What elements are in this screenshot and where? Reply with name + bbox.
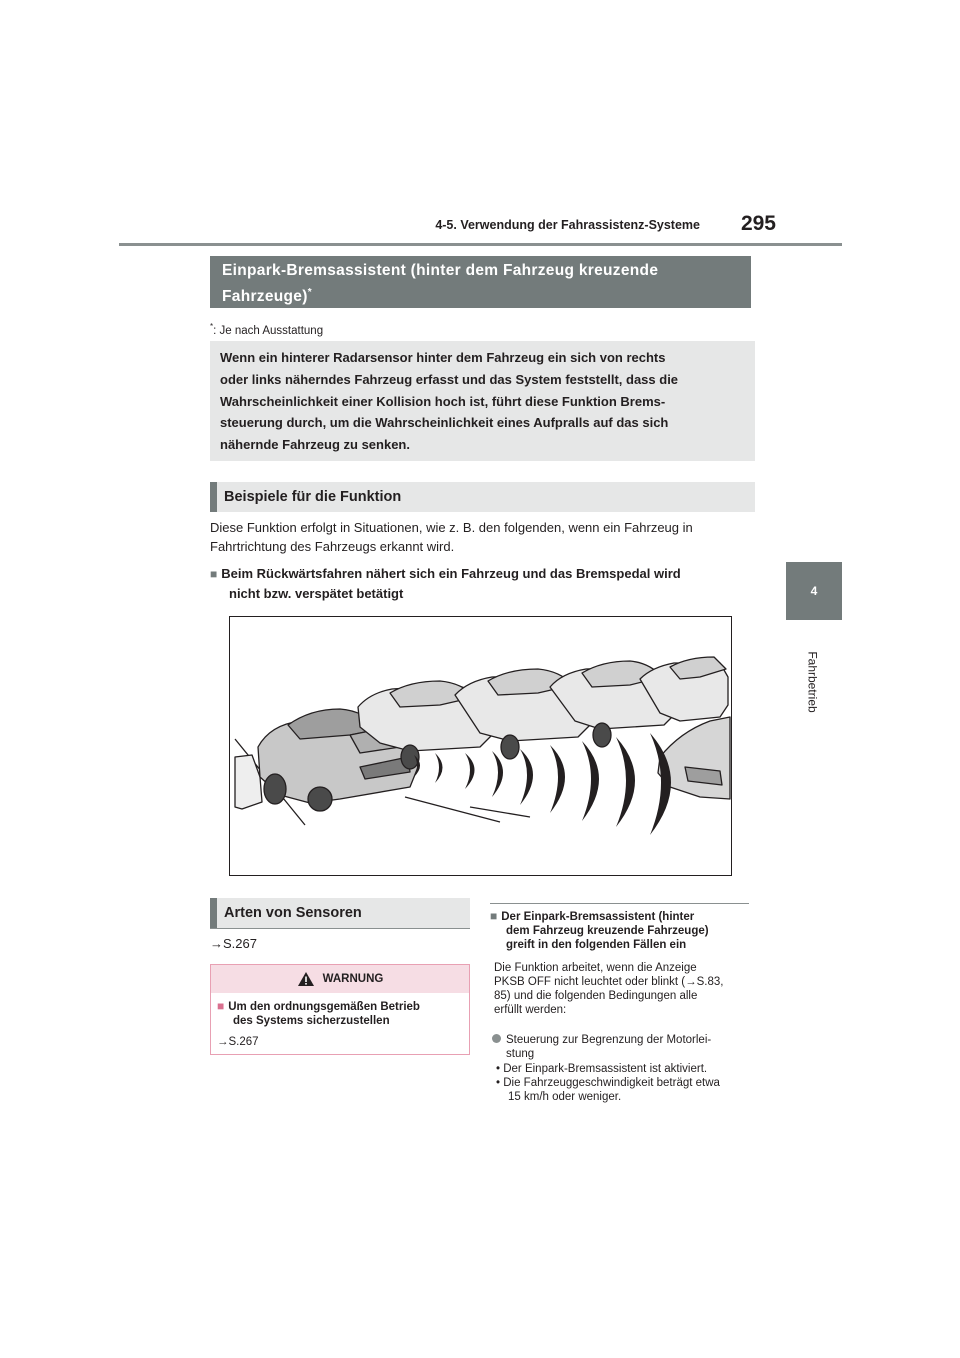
warning-bullet: ■ Um den ordnungsgemäßen Betrieb des Systems sicherzustellen — [217, 999, 420, 1027]
examples-heading: Beispiele für die Funktion — [210, 482, 755, 512]
chapter-number: 4 — [810, 584, 818, 598]
square-bullet-icon: ■ — [210, 567, 218, 581]
intro-line: oder links näherndes Fahrzeug erfasst und das System feststellt, dass die — [220, 371, 679, 387]
title-line-1: Einpark-Bremsassistent (hinter dem Fahrzeug kreuzende — [222, 262, 659, 279]
right-paragraph: Die Funktion arbeitet, wenn die Anzeige PKSB OFF nicht leuchtet oder blinkt (→S.83, 85) und die folgenden Bedingungen alle erfüllt werden: — [494, 962, 724, 1016]
title-line-2: Fahrzeuge)* — [222, 287, 312, 306]
page-number: 295 — [740, 212, 776, 235]
footnote: *: Je nach Ausstattung — [210, 322, 324, 337]
right-column-rule — [490, 903, 749, 904]
running-header: 4-5. Verwendung der Fahrassistenz-Systeme — [435, 218, 700, 232]
sensors-ref[interactable]: →S.267 — [210, 936, 257, 951]
square-bullet-icon: ■ — [490, 909, 498, 923]
section-title — [210, 256, 751, 308]
chapter-label: Fahrbetrieb — [806, 651, 820, 713]
sensors-rule — [210, 928, 470, 929]
intro-line: steuerung durch, um die Wahrscheinlichkeit eines Aufpralls auf das sich — [220, 415, 669, 431]
intro-line: Wenn ein hinterer Radarsensor hinter dem Fahrzeug ein sich von rechts — [220, 350, 666, 365]
examples-bullet: ■ Beim Rückwärtsfahren nähert sich ein Fahrzeug und das Bremspedal wird nicht bzw. verspätet betätigt — [210, 566, 681, 601]
warning-triangle-icon — [297, 971, 315, 987]
warning-ref[interactable]: →S.267 — [217, 1036, 259, 1048]
intro-line: Wahrscheinlichkeit einer Kollision hoch ist, führt diese Funktion Brems- — [220, 393, 666, 409]
warning-header — [211, 965, 469, 993]
parking-scene-image — [230, 617, 731, 875]
condition-dots: • Der Einpark-Bremsassistent ist aktiviert. • Die Fahrzeuggeschwindigkeit beträgt etwa 15 km/h oder weniger. — [496, 1063, 720, 1103]
intro-box — [210, 341, 755, 461]
intro-line: nähernde Fahrzeug zu senken. — [220, 437, 410, 453]
circle-bullet-icon — [492, 1034, 501, 1043]
square-bullet-icon: ■ — [217, 999, 225, 1013]
warning-label: WARNUNG — [322, 973, 384, 985]
right-heading: ■ Der Einpark-Bremsassistent (hinter dem Fahrzeug kreuzende Fahrzeuge) greift in den folgenden Fällen ein — [490, 909, 709, 951]
condition-item: Steuerung zur Begrenzung der Motorlei- stung — [492, 1033, 756, 1061]
parking-illustration — [229, 616, 732, 876]
header-rule — [119, 243, 842, 246]
chapter-tab — [786, 562, 842, 620]
warning-box — [210, 964, 470, 1055]
title-asterisk: * — [307, 287, 312, 298]
examples-text: Diese Funktion erfolgt in Situationen, wie z. B. den folgenden, wenn ein Fahrzeug in Fahrtrichtung des Fahrzeugs erkannt wird. — [210, 520, 693, 554]
sensors-heading: Arten von Sensoren — [210, 898, 470, 928]
